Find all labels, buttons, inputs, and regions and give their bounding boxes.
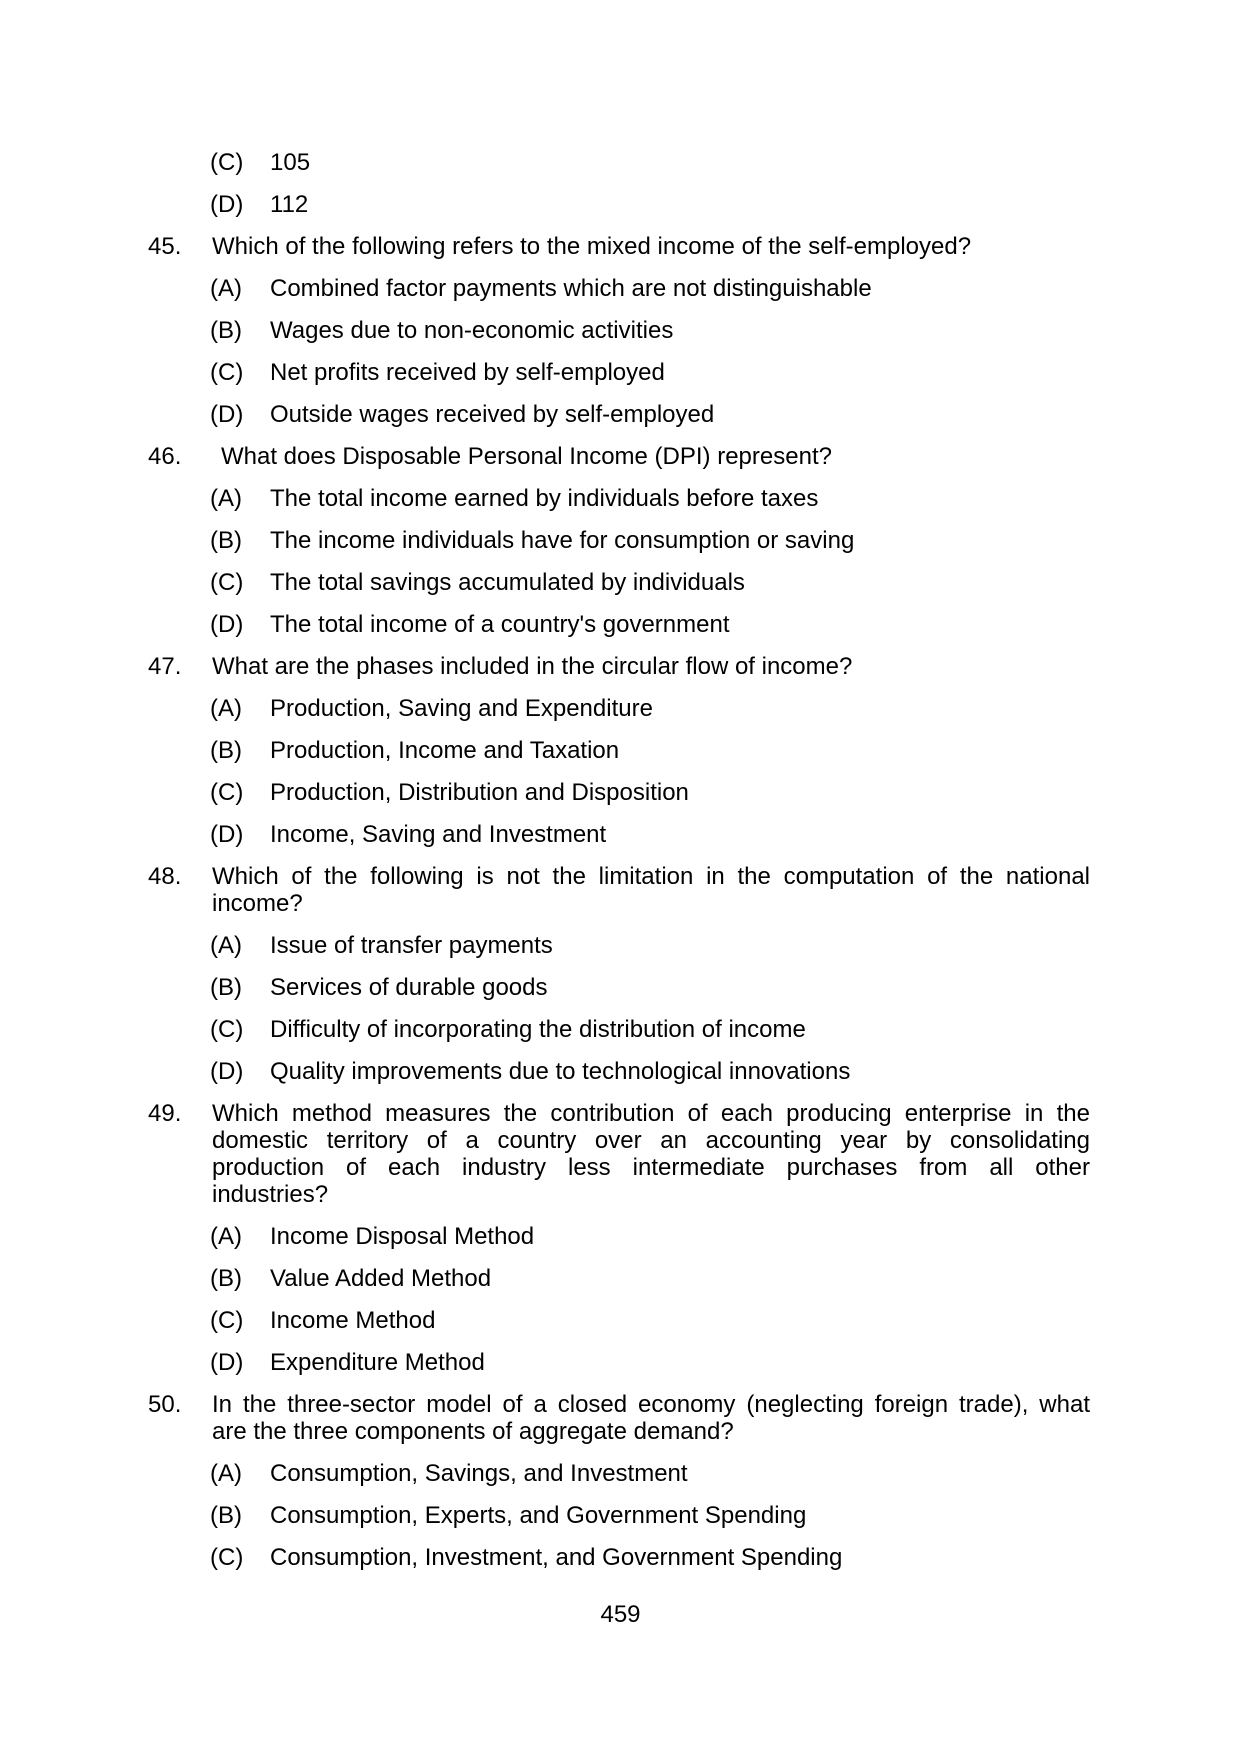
option-letter: (C) (210, 1016, 244, 1043)
option-row (148, 1349, 1090, 1376)
option-row (148, 1223, 1090, 1250)
question-text (212, 653, 1090, 680)
option-text: Wages due to non-economic activities (270, 317, 674, 344)
question (148, 233, 1090, 260)
option-row (148, 611, 1090, 638)
option-text: Production, Income and Taxation (270, 737, 620, 764)
option-letter: (C) (210, 359, 244, 386)
option-letter: (C) (210, 779, 244, 806)
question-number: 50. (148, 1391, 182, 1418)
option-text: The total savings accumulated by individuals (270, 569, 745, 596)
question-number: 46. (148, 443, 182, 470)
option-letter: (A) (210, 695, 242, 722)
option-row (148, 974, 1090, 1001)
question-line: What does Disposable Personal Income (DPI) represent? (221, 443, 832, 470)
question-line: production of each industry less intermediate purchases from all other (212, 1154, 1090, 1181)
question-text (212, 1100, 1090, 1208)
option-row (148, 485, 1090, 512)
option-text: Services of durable goods (270, 974, 548, 1001)
option-row (148, 737, 1090, 764)
option-letter: (A) (210, 485, 242, 512)
option-text: Quality improvements due to technological innovations (270, 1058, 851, 1085)
option-text: Value Added Method (270, 1265, 492, 1292)
option-letter: (A) (210, 932, 242, 959)
option-text: Consumption, Savings, and Investment (270, 1460, 688, 1487)
question-number: 47. (148, 653, 182, 680)
option-letter: (A) (210, 1223, 242, 1250)
option-text: 105 (270, 149, 311, 176)
option-text: Expenditure Method (270, 1349, 485, 1376)
question-line: What are the phases included in the circular flow of income? (212, 653, 853, 680)
option-text: Consumption, Investment, and Government Spending (270, 1544, 843, 1571)
option-text: Net profits received by self-employed (270, 359, 665, 386)
option-row (148, 932, 1090, 959)
option-row (148, 569, 1090, 596)
question-text (212, 443, 1090, 470)
question-line: Which of the following is not the limitation in the computation of the national (212, 863, 1090, 890)
option-letter: (A) (210, 275, 242, 302)
question-line: income? (212, 890, 303, 917)
option-text: Production, Distribution and Disposition (270, 779, 689, 806)
option-letter: (D) (210, 821, 244, 848)
option-letter: (D) (210, 611, 244, 638)
option-letter: (B) (210, 317, 242, 344)
option-row (148, 1058, 1090, 1085)
option-row (148, 1460, 1090, 1487)
option-letter: (B) (210, 1502, 242, 1529)
option-text: Production, Saving and Expenditure (270, 695, 653, 722)
option-text: 112 (270, 191, 309, 218)
option-row (148, 191, 1090, 218)
option-row (148, 821, 1090, 848)
option-text: Consumption, Experts, and Government Spending (270, 1502, 807, 1529)
question-line: industries? (212, 1181, 329, 1208)
option-text: Outside wages received by self-employed (270, 401, 715, 428)
option-row (148, 275, 1090, 302)
question (148, 443, 1090, 470)
option-letter: (C) (210, 1544, 244, 1571)
option-letter: (B) (210, 1265, 242, 1292)
option-letter: (A) (210, 1460, 242, 1487)
question-text (212, 233, 1090, 260)
option-text: Income Disposal Method (270, 1223, 535, 1250)
option-row (148, 1016, 1090, 1043)
question (148, 1391, 1090, 1445)
question-line: Which of the following refers to the mixed income of the self-employed? (212, 233, 972, 260)
option-letter: (D) (210, 1058, 244, 1085)
option-text: Income, Saving and Investment (270, 821, 607, 848)
question-number: 45. (148, 233, 182, 260)
question-line: In the three-sector model of a closed economy (neglecting foreign trade), what (212, 1391, 1090, 1418)
option-row (148, 1544, 1090, 1571)
option-row (148, 149, 1090, 176)
page-number: 459 (600, 1601, 641, 1628)
option-text: Difficulty of incorporating the distribution of income (270, 1016, 806, 1043)
option-row (148, 1307, 1090, 1334)
option-letter: (D) (210, 1349, 244, 1376)
option-letter: (D) (210, 191, 244, 218)
option-letter: (B) (210, 737, 242, 764)
option-row (148, 1502, 1090, 1529)
option-text: Issue of transfer payments (270, 932, 553, 959)
option-letter: (B) (210, 527, 242, 554)
option-text: Income Method (270, 1307, 436, 1334)
option-text: The total income of a country's government (270, 611, 730, 638)
option-row (148, 1265, 1090, 1292)
option-text: The total income earned by individuals before taxes (270, 485, 819, 512)
question-line: domestic territory of a country over an accounting year by consolidating (212, 1127, 1090, 1154)
option-row (148, 317, 1090, 344)
option-letter: (C) (210, 149, 244, 176)
question-text (212, 863, 1090, 917)
option-letter: (D) (210, 401, 244, 428)
option-row (148, 401, 1090, 428)
option-row (148, 695, 1090, 722)
question-number: 49. (148, 1100, 182, 1127)
question-line: are the three components of aggregate demand? (212, 1418, 734, 1445)
option-letter: (C) (210, 569, 244, 596)
option-letter: (B) (210, 974, 242, 1001)
page-content (148, 149, 1090, 1586)
option-row (148, 359, 1090, 386)
option-text: Combined factor payments which are not distinguishable (270, 275, 872, 302)
question (148, 653, 1090, 680)
option-row (148, 779, 1090, 806)
option-letter: (C) (210, 1307, 244, 1334)
question-number: 48. (148, 863, 182, 890)
question-line: Which method measures the contribution of each producing enterprise in the (212, 1100, 1090, 1127)
question-text (212, 1391, 1090, 1445)
option-row (148, 527, 1090, 554)
question (148, 1100, 1090, 1208)
option-text: The income individuals have for consumption or saving (270, 527, 855, 554)
question (148, 863, 1090, 917)
